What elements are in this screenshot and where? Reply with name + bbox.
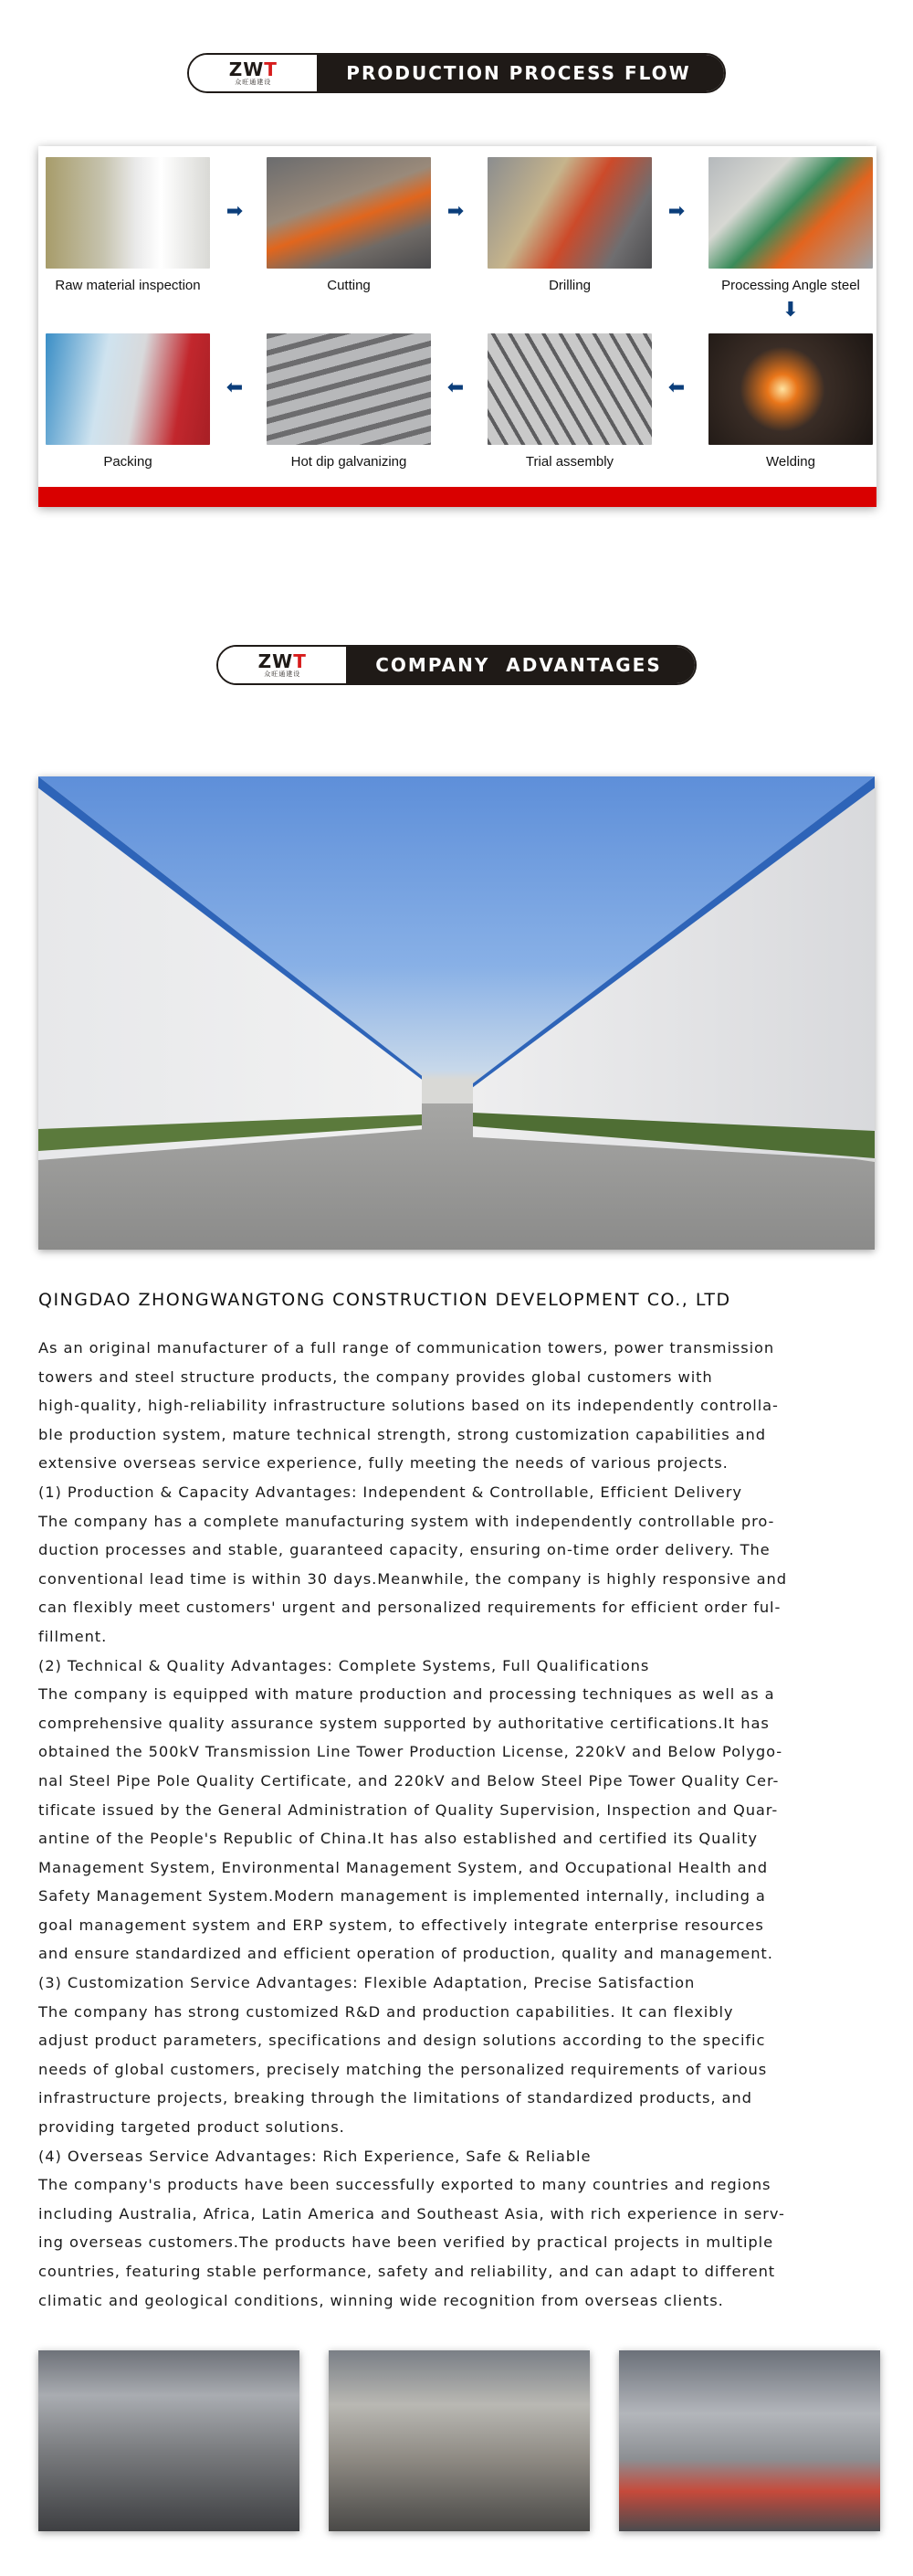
step-caption: Raw material inspection [55,278,201,293]
text-line: The company has a complete manufacturing system with independently controllable pro- [38,1512,775,1530]
advantage-heading: (2) Technical & Quality Advantages: Complete Systems, Full Qualifications [38,1656,650,1674]
text-line: fillment. [38,1627,108,1645]
text-line: can flexibly meet customers' urgent and personalized requirements for efficient order ful- [38,1599,782,1617]
company-description [38,1334,875,2315]
red-accent-bar [38,487,876,507]
step-photo [46,157,210,269]
step-hot-dip-galvanizing [267,333,431,470]
text-line: tificate issued by the General Administration of Quality Supervision, Inspection and Quar- [38,1800,779,1819]
text-line: antine of the People's Republic of China.It has also established and certified its Quality [38,1830,758,1848]
arrow-right-icon: ➡ [667,200,686,223]
zwt-logo: ZWT 众旺通建设 [218,647,348,683]
arrow-right-icon: ➡ [226,200,244,223]
text-line: ble production system, mature technical strength, strong customization capabilities and [38,1425,767,1443]
advantage-heading: (1) Production & Capacity Advantages: Independent & Controllable, Efficient Delivery [38,1483,742,1501]
step-photo [708,333,873,445]
text-line: adjust product parameters, specifications and design solutions according to the specific [38,2032,766,2050]
step-photo [488,333,652,445]
step-photo [267,333,431,445]
advantage-heading: (3) Customization Service Advantages: Flexible Adaptation, Precise Satisfaction [38,1974,696,1992]
step-photo [708,157,873,269]
process-flow-card [38,146,876,507]
advantage-heading: (4) Overseas Service Advantages: Rich Experience, Safe & Reliable [38,2147,592,2165]
company-name: QINGDAO ZHONGWANGTONG CONSTRUCTION DEVELOPMENT CO., LTD [38,1290,731,1310]
text-line: extensive overseas service experience, fully meeting the needs of various projects. [38,1454,729,1473]
text-line: towers and steel structure products, the company provides global customers with [38,1367,713,1386]
step-caption: Welding [766,454,815,470]
step-drilling [488,157,652,293]
workshop-photo-2 [329,2350,590,2531]
text-line: providing targeted product solutions. [38,2118,345,2137]
text-line: obtained the 500kV Transmission Line Tower Production License, 220kV and Below Polygo- [38,1743,783,1761]
step-photo [488,157,652,269]
arrow-left-icon: ⬅ [226,376,244,399]
step-photo [267,157,431,269]
header-pill [216,645,697,685]
step-packing [46,333,210,470]
step-trial-assembly [488,333,652,470]
workshop-photo-1 [38,2350,299,2531]
text-line: The company is equipped with mature production and processing techniques as well as a [38,1685,775,1704]
arrow-down-icon: ⬇ [782,299,800,322]
text-line: conventional lead time is within 30 days.Meanwhile, the company is highly responsive and [38,1569,787,1588]
step-welding [708,333,873,470]
arrow-left-icon: ⬅ [446,376,465,399]
text-line: including Australia, Africa, Latin America and Southeast Asia, with rich experience in serv- [38,2204,785,2222]
step-caption: Trial assembly [525,454,614,470]
factory-photo [38,776,875,1250]
text-line: The company's products have been successfully exported to many countries and regions [38,2176,771,2194]
header-pill [187,53,725,93]
text-line: As an original manufacturer of a full range of communication towers, power transmission [38,1339,775,1357]
text-line: high-quality, high-reliability infrastructure solutions based on its independently controlla- [38,1397,779,1415]
text-line: countries, featuring stable performance, safety and reliability, and can adapt to different [38,2263,776,2280]
text-line: nal Steel Pipe Pole Quality Certificate, and 220kV and Below Steel Pipe Tower Quality Cer- [38,1771,780,1789]
text-line: and ensure standardized and efficient operation of production, quality and management. [38,1945,773,1963]
text-line: The company has strong customized R&D and production capabilities. It can flexibly [38,2002,734,2021]
step-raw-material [46,157,210,293]
step-processing-angle-steel [708,157,873,293]
text-line: needs of global customers, precisely matching the personalized requirements of various [38,2060,768,2078]
step-photo [46,333,210,445]
section-title-advantages: COMPANY ADVANTAGES [348,647,695,683]
step-caption: Hot dip galvanizing [290,454,407,470]
step-caption: Packing [103,454,152,470]
zwt-logo: ZWT 众旺通建设 [189,55,319,91]
step-cutting [267,157,431,293]
step-caption: Processing Angle steel [721,278,860,293]
workshop-photo-3 [619,2350,880,2531]
step-caption: Cutting [327,278,371,293]
text-line: comprehensive quality assurance system supported by authoritative certifications.It has [38,1714,770,1732]
section-title-process: PRODUCTION PROCESS FLOW [319,55,723,91]
arrow-right-icon: ➡ [446,200,465,223]
text-line: Safety Management System.Modern management is implemented internally, including a [38,1887,766,1906]
text-line: goal management system and ERP system, to effectively integrate enterprise resources [38,1916,764,1934]
process-flow-header [0,53,913,93]
text-line: climatic and geological conditions, winning wide recognition from overseas clients. [38,2291,724,2309]
text-line: ing overseas customers.The products have been verified by practical projects in multiple [38,2233,773,2252]
text-line: Management System, Environmental Management System, and Occupational Health and [38,1858,769,1876]
advantages-header [0,645,913,685]
text-line: duction processes and stable, guaranteed capacity, ensuring on-time order delivery. The [38,1541,771,1559]
text-line: infrastructure projects, breaking through the limitations of standardized products, and [38,2089,752,2107]
arrow-left-icon: ⬅ [667,376,686,399]
step-caption: Drilling [549,278,591,293]
